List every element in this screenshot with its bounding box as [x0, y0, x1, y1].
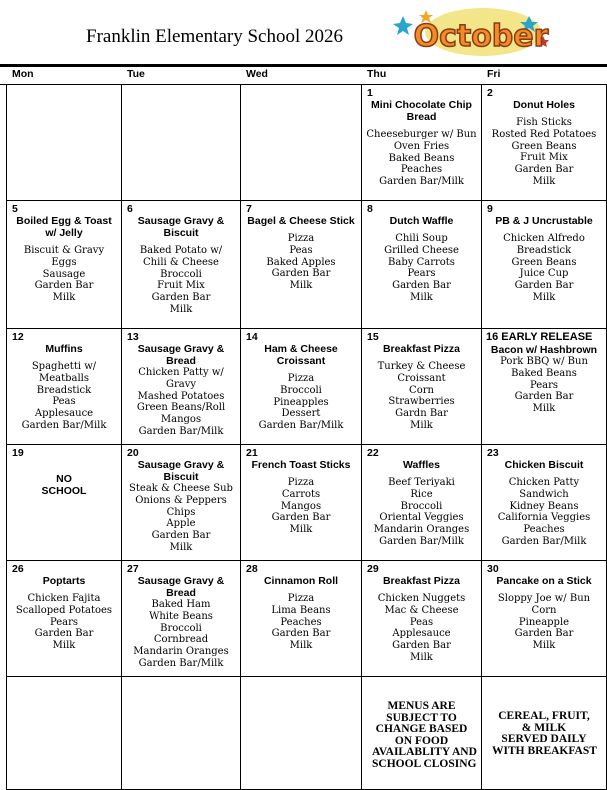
note-line: SUBJECT TO	[386, 711, 457, 724]
lunch-item: Mangos	[280, 500, 322, 512]
lunch-item: Breadstick	[516, 244, 572, 256]
day-cell	[122, 329, 241, 445]
lunch-item: Green Beans	[511, 140, 577, 152]
day-cell	[362, 445, 482, 561]
lunch-item: Garden Bar/Milk	[138, 657, 224, 669]
lunch-item: Peaches	[400, 164, 443, 176]
lunch-item: Green Beans	[511, 256, 577, 268]
lunch-item: Biscuit & Gravy	[23, 245, 105, 256]
lunch-item: Mangos	[160, 414, 202, 426]
lunch-item: Pears	[407, 268, 436, 280]
lunch-item: Peaches	[280, 616, 322, 628]
note-line: MENUS ARE	[387, 700, 456, 712]
lunch-item: Corn	[531, 604, 557, 616]
day-cell	[241, 85, 362, 201]
lunch-item: Chicken Patty w/	[138, 367, 224, 378]
lunch-item: Garden Bar	[34, 628, 94, 640]
day-number: 6	[127, 203, 133, 215]
day-number: 13	[127, 331, 139, 343]
lunch-item: Milk	[289, 280, 313, 292]
lunch-items	[7, 593, 121, 652]
lunch-item: Sandwich	[519, 488, 569, 500]
weekday-tue: Tue	[127, 68, 145, 80]
note-line: CEREAL, FRUIT,	[498, 710, 590, 722]
day-number: 12	[12, 331, 24, 343]
day-cell	[362, 201, 482, 329]
day-number: 7	[246, 203, 252, 215]
lunch-item: Baked Beans	[511, 367, 577, 379]
lunch-item: Corn	[409, 384, 434, 396]
note-line: AVAILABLITY AND	[372, 746, 477, 758]
breakfast-item: Sausage Gravy & Biscuit	[137, 459, 225, 483]
lunch-item: Milk	[532, 291, 556, 303]
lunch-item: Milk	[410, 291, 433, 303]
lunch-item: Chili & Cheese	[143, 256, 219, 268]
lunch-item: Oriental Veggies	[379, 512, 464, 524]
lunch-item: Lima Beans	[271, 604, 331, 616]
breakfast-item: French Toast Sticks	[251, 459, 351, 471]
lunch-item: Carrots	[281, 488, 321, 500]
breakfast-item: PB & J Uncrustable	[495, 215, 593, 227]
lunch-item: Milk	[169, 303, 193, 315]
no-school-notice	[7, 473, 121, 497]
lunch-item: Juice Cup	[519, 268, 569, 280]
day-cell	[7, 201, 122, 329]
day-cell	[362, 561, 482, 677]
lunch-item: Peas	[409, 616, 434, 628]
lunch-item: Milk	[410, 651, 433, 663]
lunch-item: Garden Bar	[34, 280, 94, 292]
lunch-item: Pears	[529, 379, 559, 391]
lunch-item: Eggs	[51, 256, 77, 268]
menu-note	[482, 711, 606, 757]
lunch-item: Garden Bar	[271, 268, 331, 280]
lunch-item: Garden Bar	[151, 292, 211, 304]
lunch-item: Onions & Peppers	[135, 494, 227, 506]
day-number: 9	[487, 203, 493, 215]
lunch-item: Garden Bar	[514, 280, 574, 292]
lunch-items	[482, 356, 606, 415]
breakfast-item: Pancake on a Stick	[496, 575, 592, 587]
day-number: 14	[246, 331, 258, 343]
lunch-item: White Beans	[149, 610, 213, 622]
day-number: 28	[246, 563, 258, 575]
lunch-item: Applesauce	[392, 628, 451, 640]
lunch-item: Oven Fries	[393, 140, 450, 152]
lunch-item: Broccoli	[280, 384, 322, 396]
lunch-item: Mandarin Oranges	[373, 524, 470, 536]
lunch-item: Rice	[410, 488, 433, 500]
lunch-item: California Veggies	[497, 512, 591, 524]
lunch-item: Milk	[532, 175, 556, 187]
lunch-items	[362, 477, 481, 548]
lunch-item: Pizza	[287, 233, 315, 244]
lunch-item: Garden Bar/Milk	[258, 420, 344, 432]
lunch-item: Grilled Cheese	[384, 244, 459, 256]
lunch-item: Green Beans/Roll	[136, 402, 226, 414]
day-cell	[7, 561, 122, 677]
lunch-item: Garden Bar	[514, 164, 574, 176]
lunch-item: Chicken Patty	[508, 477, 580, 488]
day-number: 1	[367, 87, 373, 99]
lunch-item: Pork BBQ w/ Bun	[500, 356, 588, 367]
lunch-item: Garden Bar	[514, 391, 574, 403]
lunch-item: Garden Bar	[392, 280, 451, 292]
lunch-items	[241, 593, 361, 652]
lunch-item: Dessert	[281, 408, 321, 420]
lunch-items	[122, 367, 240, 438]
lunch-item: Pineapples	[273, 396, 329, 408]
lunch-item: Sausage	[42, 268, 86, 280]
october-logo	[393, 6, 553, 62]
lunch-items	[122, 483, 240, 554]
day-cell	[241, 329, 362, 445]
lunch-item: Milk	[52, 640, 76, 652]
day-cell	[122, 677, 241, 790]
lunch-item: Pizza	[287, 477, 315, 488]
lunch-item: Baby Carrots	[388, 256, 455, 268]
breakfast-item: Sausage Gravy & Biscuit	[137, 215, 225, 239]
lunch-item: Croissant	[397, 372, 446, 384]
day-cell	[7, 329, 122, 445]
lunch-item: Garden Bar/Milk	[21, 419, 107, 431]
lunch-item: Fruit Mix	[520, 152, 568, 164]
lunch-item: Garden Bar	[392, 640, 451, 652]
breakfast-item: Poptarts	[42, 575, 86, 587]
lunch-items	[7, 245, 121, 304]
lunch-item: Gardn Bar	[395, 408, 448, 420]
lunch-item: Rosted Red Potatoes	[491, 128, 597, 140]
lunch-item: Breadstick	[36, 384, 92, 396]
lunch-items	[122, 599, 240, 670]
day-number: 29	[367, 563, 379, 575]
lunch-item: Meatballs	[38, 372, 90, 384]
breakfast-item: Boiled Egg & Toast w/ Jelly	[16, 215, 112, 239]
lunch-items	[482, 233, 606, 304]
day-number: 26	[12, 563, 24, 575]
lunch-item: Milk	[410, 419, 433, 431]
lunch-item: Garden Bar/Milk	[379, 176, 464, 188]
day-cell	[482, 677, 607, 790]
breakfast-item: Waffles	[403, 459, 440, 471]
lunch-item: Broccoli	[400, 500, 443, 512]
lunch-item: Milk	[289, 524, 313, 536]
lunch-item: Broccoli	[160, 268, 202, 280]
day-cell	[122, 201, 241, 329]
breakfast-item: Donut Holes	[513, 99, 575, 111]
lunch-item: Apple	[166, 518, 196, 530]
lunch-items	[122, 245, 240, 316]
breakfast-item: Cinnamon Roll	[263, 575, 339, 587]
early-release-label: 16 EARLY RELEASE	[486, 331, 593, 343]
day-number: 22	[367, 447, 379, 459]
lunch-item: Fish Sticks	[516, 117, 572, 128]
lunch-item: Baked Beans	[388, 152, 455, 164]
page-title: Franklin Elementary School 2026	[86, 26, 343, 47]
note-line: & MILK	[521, 721, 567, 734]
note-line: SCHOOL CLOSING	[372, 757, 477, 770]
lunch-item: Milk	[532, 403, 556, 415]
lunch-item: Beef Teriyaki	[388, 477, 455, 488]
lunch-item: Spaghetti w/	[31, 361, 97, 372]
lunch-items	[482, 477, 606, 548]
day-cell	[482, 329, 607, 445]
breakfast-item: Breakfast Pizza	[382, 343, 461, 355]
lunch-item: Milk	[52, 292, 76, 304]
lunch-item: Chicken Fajita	[27, 593, 101, 604]
lunch-item: Garden Bar	[151, 530, 211, 542]
lunch-item: Peas	[289, 244, 313, 256]
lunch-item: Turkey & Cheese	[377, 361, 466, 372]
lunch-item: Kidney Beans	[509, 500, 579, 512]
lunch-item: Applesauce	[34, 408, 94, 420]
lunch-items	[362, 361, 481, 432]
day-cell	[482, 561, 607, 677]
lunch-items	[362, 233, 481, 304]
breakfast-item: Bacon w/ Hashbrown	[490, 344, 598, 356]
breakfast-item: Breakfast Pizza	[382, 575, 461, 587]
lunch-item: Milk	[169, 541, 193, 553]
lunch-item: Scalloped Potatoes	[15, 604, 113, 616]
day-number: 20	[127, 447, 139, 459]
lunch-item: Pears	[49, 616, 79, 628]
lunch-item: Garden Bar	[271, 512, 331, 524]
lunch-item: Baked Potato w/	[139, 245, 223, 256]
weekday-mon: Mon	[12, 68, 34, 80]
note-line: SERVED DAILY	[501, 733, 587, 745]
lunch-items	[482, 117, 606, 188]
no-school-line: SCHOOL	[41, 485, 87, 497]
lunch-item: Steak & Cheese Sub	[129, 483, 233, 494]
day-number: 27	[127, 563, 139, 575]
lunch-item: Milk	[289, 640, 313, 652]
note-line: CHANGE BASED	[375, 723, 468, 735]
lunch-item: Cheeseburger w/ Bun	[366, 129, 477, 140]
lunch-items	[362, 593, 481, 664]
lunch-item: Garden Bar	[271, 628, 331, 640]
day-cell	[7, 677, 122, 790]
note-line: WITH BREAKFAST	[492, 744, 597, 757]
lunch-item: Pizza	[287, 373, 315, 384]
logo-text: October	[413, 19, 549, 54]
lunch-item: Pizza	[287, 593, 315, 604]
lunch-item: Mandarin Oranges	[133, 646, 229, 658]
day-number: 5	[12, 203, 18, 215]
lunch-items	[241, 233, 361, 292]
lunch-item: Baked Ham	[151, 599, 211, 610]
lunch-item: Milk	[532, 640, 556, 652]
day-cell	[7, 85, 122, 201]
lunch-item: Chicken Alfredo	[503, 233, 585, 244]
lunch-item: Peaches	[523, 524, 565, 536]
lunch-items	[241, 373, 361, 432]
note-line: ON FOOD	[394, 734, 449, 747]
breakfast-item: Sausage Gravy & Bread	[137, 343, 225, 367]
lunch-items	[362, 129, 481, 188]
breakfast-item: Sausage Gravy & Bread	[137, 575, 225, 599]
day-cell	[482, 201, 607, 329]
day-cell	[241, 201, 362, 329]
menu-note	[362, 701, 481, 770]
day-cell	[122, 445, 241, 561]
lunch-item: Chicken Nuggets	[377, 593, 466, 604]
day-number: 19	[12, 447, 24, 459]
day-cell	[241, 561, 362, 677]
lunch-item: Garden Bar	[514, 628, 574, 640]
breakfast-item: Mini Chocolate Chip Bread	[371, 99, 472, 123]
lunch-item: Garden Bar/Milk	[501, 535, 587, 547]
lunch-item: Chips	[166, 506, 196, 518]
day-number: 2	[487, 87, 493, 99]
day-cell	[122, 85, 241, 201]
day-number: 8	[367, 203, 373, 215]
day-number: 30	[487, 563, 499, 575]
day-number: 23	[487, 447, 499, 459]
lunch-item: Pineapple	[518, 616, 570, 628]
breakfast-item: Bagel & Cheese Stick	[247, 215, 355, 227]
lunch-item: Mac & Cheese	[384, 604, 459, 616]
breakfast-item: Dutch Waffle	[389, 215, 454, 227]
breakfast-item: Ham & Cheese Croissant	[264, 343, 338, 367]
lunch-item: Garden Bar/Milk	[138, 425, 224, 437]
lunch-item: Fruit Mix	[157, 280, 205, 292]
day-number: 15	[367, 331, 379, 343]
day-cell	[482, 85, 607, 201]
day-cell	[362, 329, 482, 445]
weekday-thu: Thu	[367, 68, 387, 80]
day-cell	[482, 445, 607, 561]
lunch-item: Sloppy Joe w/ Bun	[497, 593, 591, 604]
lunch-items	[482, 593, 606, 652]
lunch-item: Gravy	[165, 378, 197, 390]
lunch-item: Cornbread	[153, 634, 209, 646]
lunch-item: Peas	[52, 396, 76, 408]
lunch-item: Strawberries	[388, 396, 455, 408]
day-cell	[241, 445, 362, 561]
day-cell	[362, 85, 482, 201]
weekday-header	[0, 67, 607, 85]
weekday-fri: Fri	[487, 68, 501, 80]
lunch-items	[241, 477, 361, 536]
menu-calendar-grid	[0, 85, 607, 790]
lunch-item: Broccoli	[160, 622, 202, 634]
no-school-line: NO	[56, 473, 72, 485]
breakfast-item: Muffins	[45, 343, 83, 355]
day-number: 21	[246, 447, 258, 459]
lunch-item: Chili Soup	[395, 233, 448, 244]
lunch-item: Mashed Potatoes	[137, 390, 225, 402]
day-cell	[7, 445, 122, 561]
day-cell	[122, 561, 241, 677]
lunch-items	[7, 361, 121, 432]
breakfast-item: Chicken Biscuit	[504, 459, 584, 471]
day-cell	[241, 677, 362, 790]
lunch-item: Garden Bar/Milk	[379, 535, 464, 547]
weekday-wed: Wed	[246, 68, 268, 80]
day-cell	[362, 677, 482, 790]
lunch-item: Baked Apples	[266, 256, 336, 268]
